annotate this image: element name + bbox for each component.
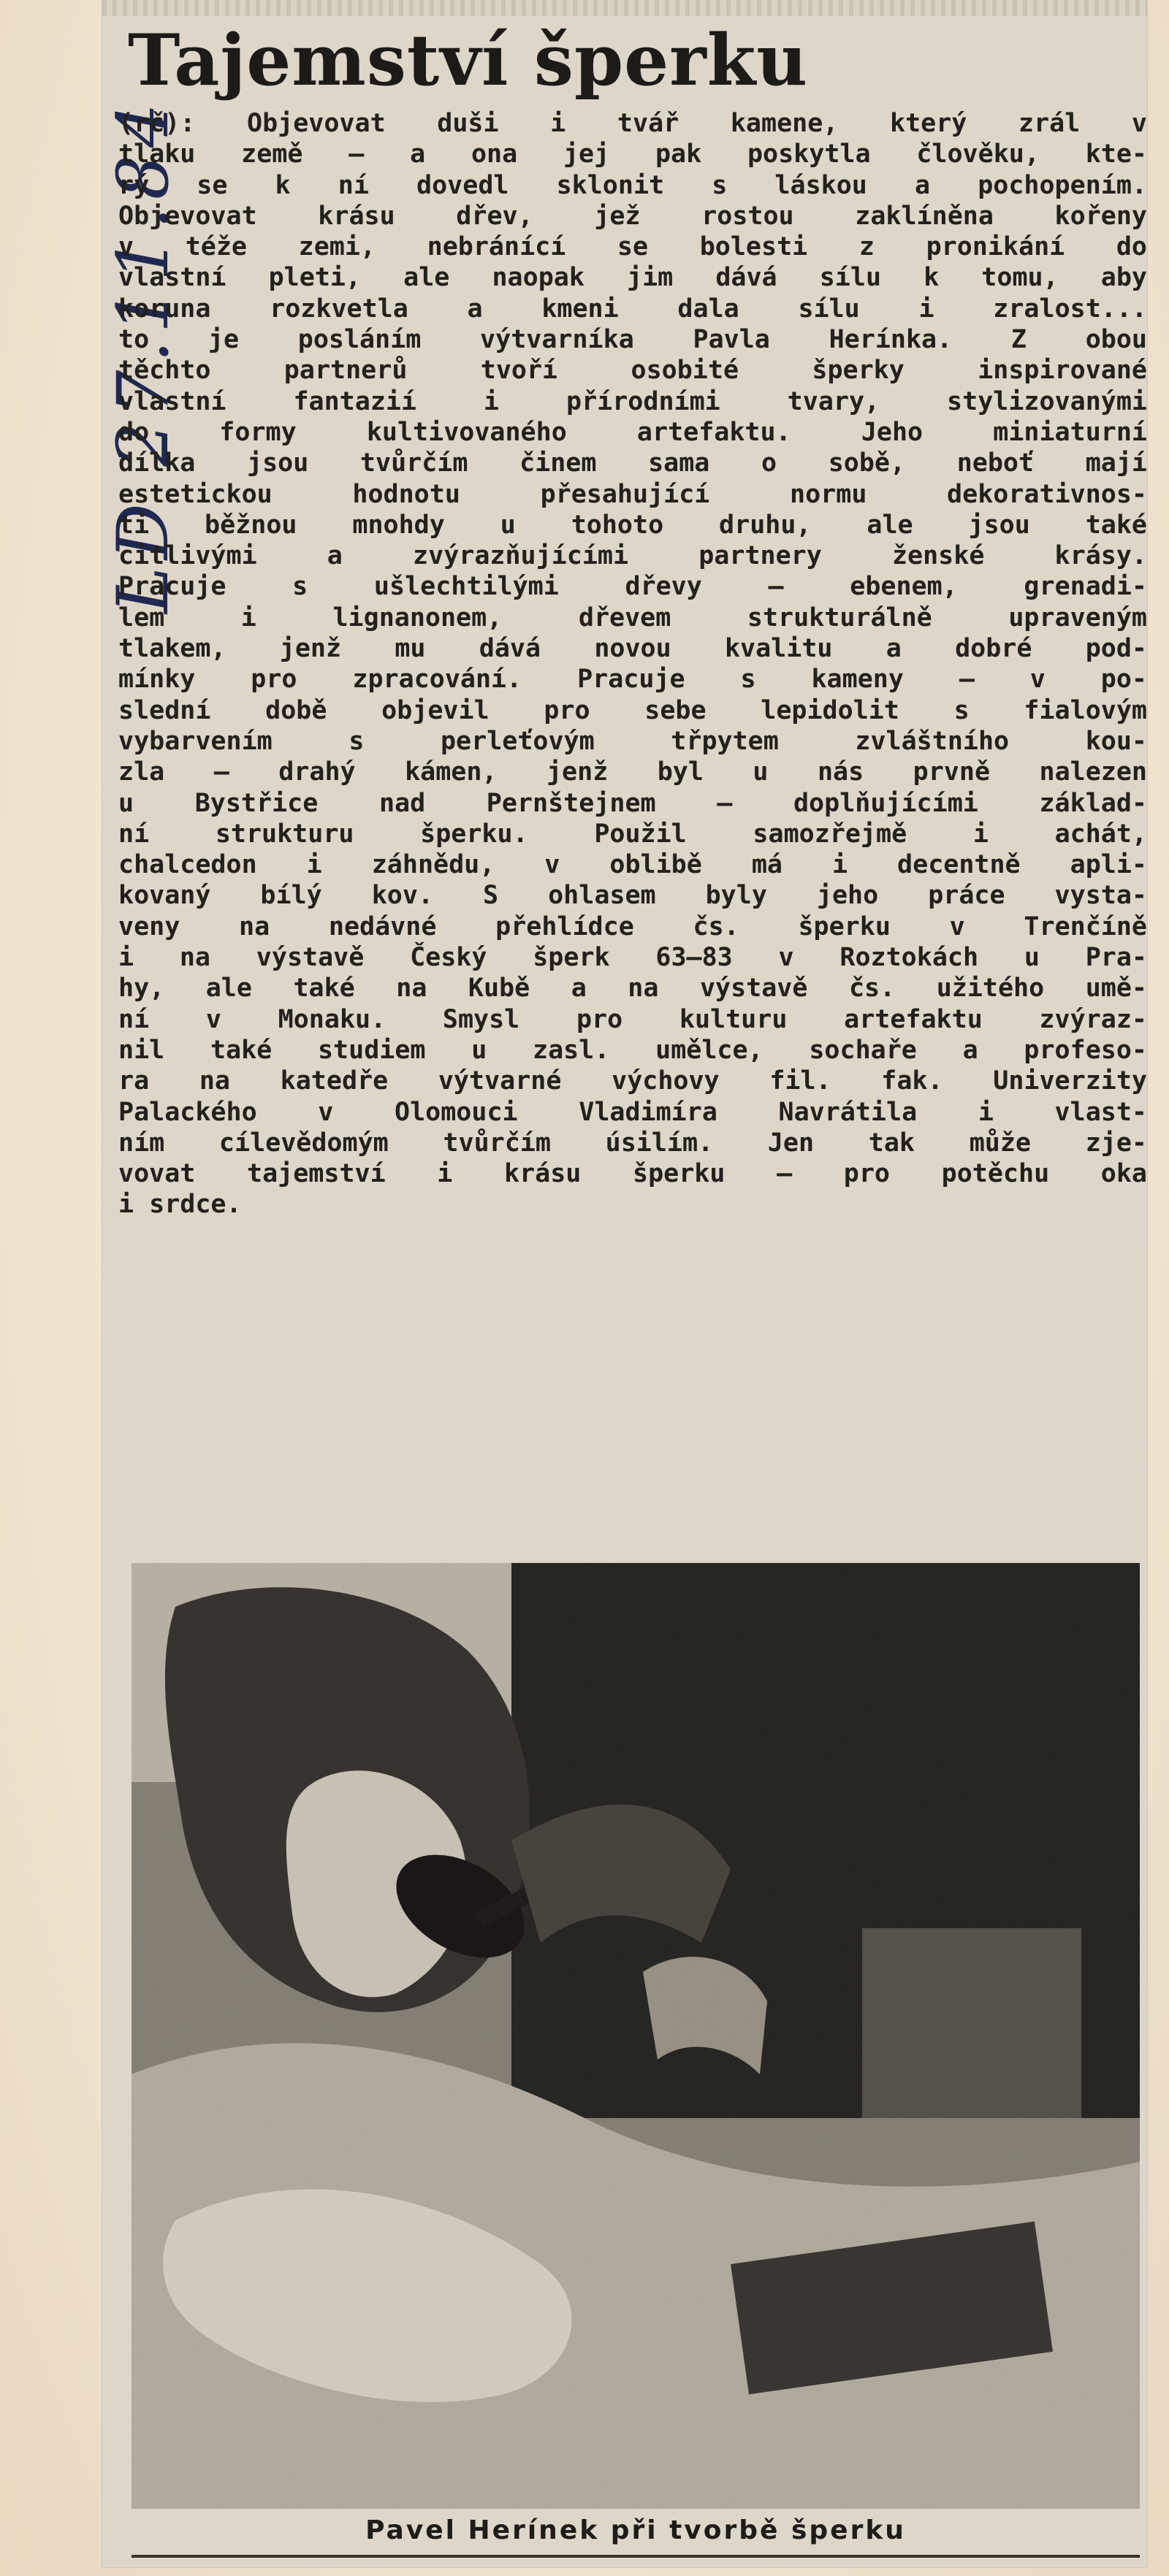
article-body-line: veny na nedávné přehlídce čs. šperku v Trenčíně xyxy=(118,911,1147,941)
article-body-line: do formy kultivovaného artefaktu. Jeho miniaturní xyxy=(118,417,1147,447)
article-body-line: vlastní fantazií i přírodními tvary, stylizovanými xyxy=(118,386,1147,416)
article-body-line: nil také studiem u zasl. umělce, sochaře a profeso- xyxy=(118,1035,1147,1065)
article-title: Tajemství šperku xyxy=(128,19,809,102)
article-body-line: tlaku země — a ona jej pak poskytla člověku, kte- xyxy=(118,139,1147,169)
article-body-line: i srdce. xyxy=(118,1190,242,1220)
article-body-line: ním cílevědomým tvůrčím úsilím. Jen tak může zje- xyxy=(118,1128,1147,1158)
article-body-line: estetickou hodnotu přesahující normu dekorativnos- xyxy=(118,479,1147,509)
article-body-line: (rč): Objevovat duši i tvář kamene, který zrál v xyxy=(118,109,1147,138)
article-body-line: lem i lignanonem, dřevem strukturálně upraveným xyxy=(118,603,1147,632)
article-body-line: těchto partnerů tvoří osobité šperky inspirované xyxy=(118,356,1147,386)
handwritten-note-text: LD 27.11.84 xyxy=(102,96,184,614)
article-body-line: Objevovat krásu dřev, jež rostou zaklíněna kořeny xyxy=(118,201,1147,231)
article-body-line: Pracuje s ušlechtilými dřevy — ebenem, grenadi- xyxy=(118,572,1147,602)
photo-illustration xyxy=(132,1563,1140,2509)
photo-caption: Pavel Herínek při tvorbě šperku xyxy=(365,2515,906,2545)
article-body-line: u Bystřice nad Pernštejnem — doplňujícími základ- xyxy=(118,788,1147,818)
article-body-line: rý se k ní dovedl sklonit s láskou a pochopením. xyxy=(118,170,1147,200)
article-body-line: chalcedon i záhnědu, v oblibě má i decentně apli- xyxy=(118,850,1147,880)
article-body-line: ní strukturu šperku. Použil samozřejmě i achát, xyxy=(118,819,1147,849)
article-body-line: mínky pro zpracování. Pracuje s kameny — v po- xyxy=(118,665,1147,695)
torn-edge xyxy=(102,0,1147,16)
article-body-line: slední době objevil pro sebe lepidolit s fialovým xyxy=(118,695,1147,725)
article-body-line: to je posláním výtvarníka Pavla Herínka. Z obou xyxy=(118,325,1147,355)
article-body-line: ní v Monaku. Smysl pro kulturu artefaktu zvýraz- xyxy=(118,1004,1147,1034)
article-body-line: vybarvením s perleťovým třpytem zvláštního kou- xyxy=(118,726,1147,756)
article-body-line: tlakem, jenž mu dává novou kvalitu a dobré pod- xyxy=(118,634,1147,664)
article-body-line: hy, ale také na Kubě a na výstavě čs. užitého umě- xyxy=(118,974,1147,1004)
article-body-line: ti běžnou mnohdy u tohoto druhu, ale jsou také xyxy=(118,510,1147,540)
article-body-line: koruna rozkvetla a kmeni dala sílu i zralost... xyxy=(118,294,1147,324)
article-body-line: citlivými a zvýrazňujícími partnery ženské krásy. xyxy=(118,541,1147,571)
article-body-line: vlastní pleti, ale naopak jim dává sílu k tomu, aby xyxy=(118,263,1147,293)
article-body-line: zla — drahý kámen, jenž byl u nás prvně nalezen xyxy=(118,757,1147,787)
article-body xyxy=(118,108,1147,1220)
article-body-line: vovat tajemství i krásu šperku — pro potěchu oka xyxy=(118,1159,1147,1189)
article-body-line: kovaný bílý kov. S ohlasem byly jeho práce vysta- xyxy=(118,881,1147,911)
article-body-line: ra na katedře výtvarné výchovy fil. fak. Univerzity xyxy=(118,1066,1147,1096)
article-body-line: v téže zemi, nebránící se bolesti z pronikání do xyxy=(118,232,1147,262)
article-body-line: i na výstavě Český šperk 63—83 v Roztokách u Pra- xyxy=(118,943,1147,973)
bottom-rule xyxy=(132,2555,1140,2558)
article-body-line: dílka jsou tvůrčím činem sama o sobě, neboť mají xyxy=(118,448,1147,478)
article-photo xyxy=(132,1563,1140,2509)
article-body-line: Palackého v Olomouci Vladimíra Navrátila i vlast- xyxy=(118,1097,1147,1127)
